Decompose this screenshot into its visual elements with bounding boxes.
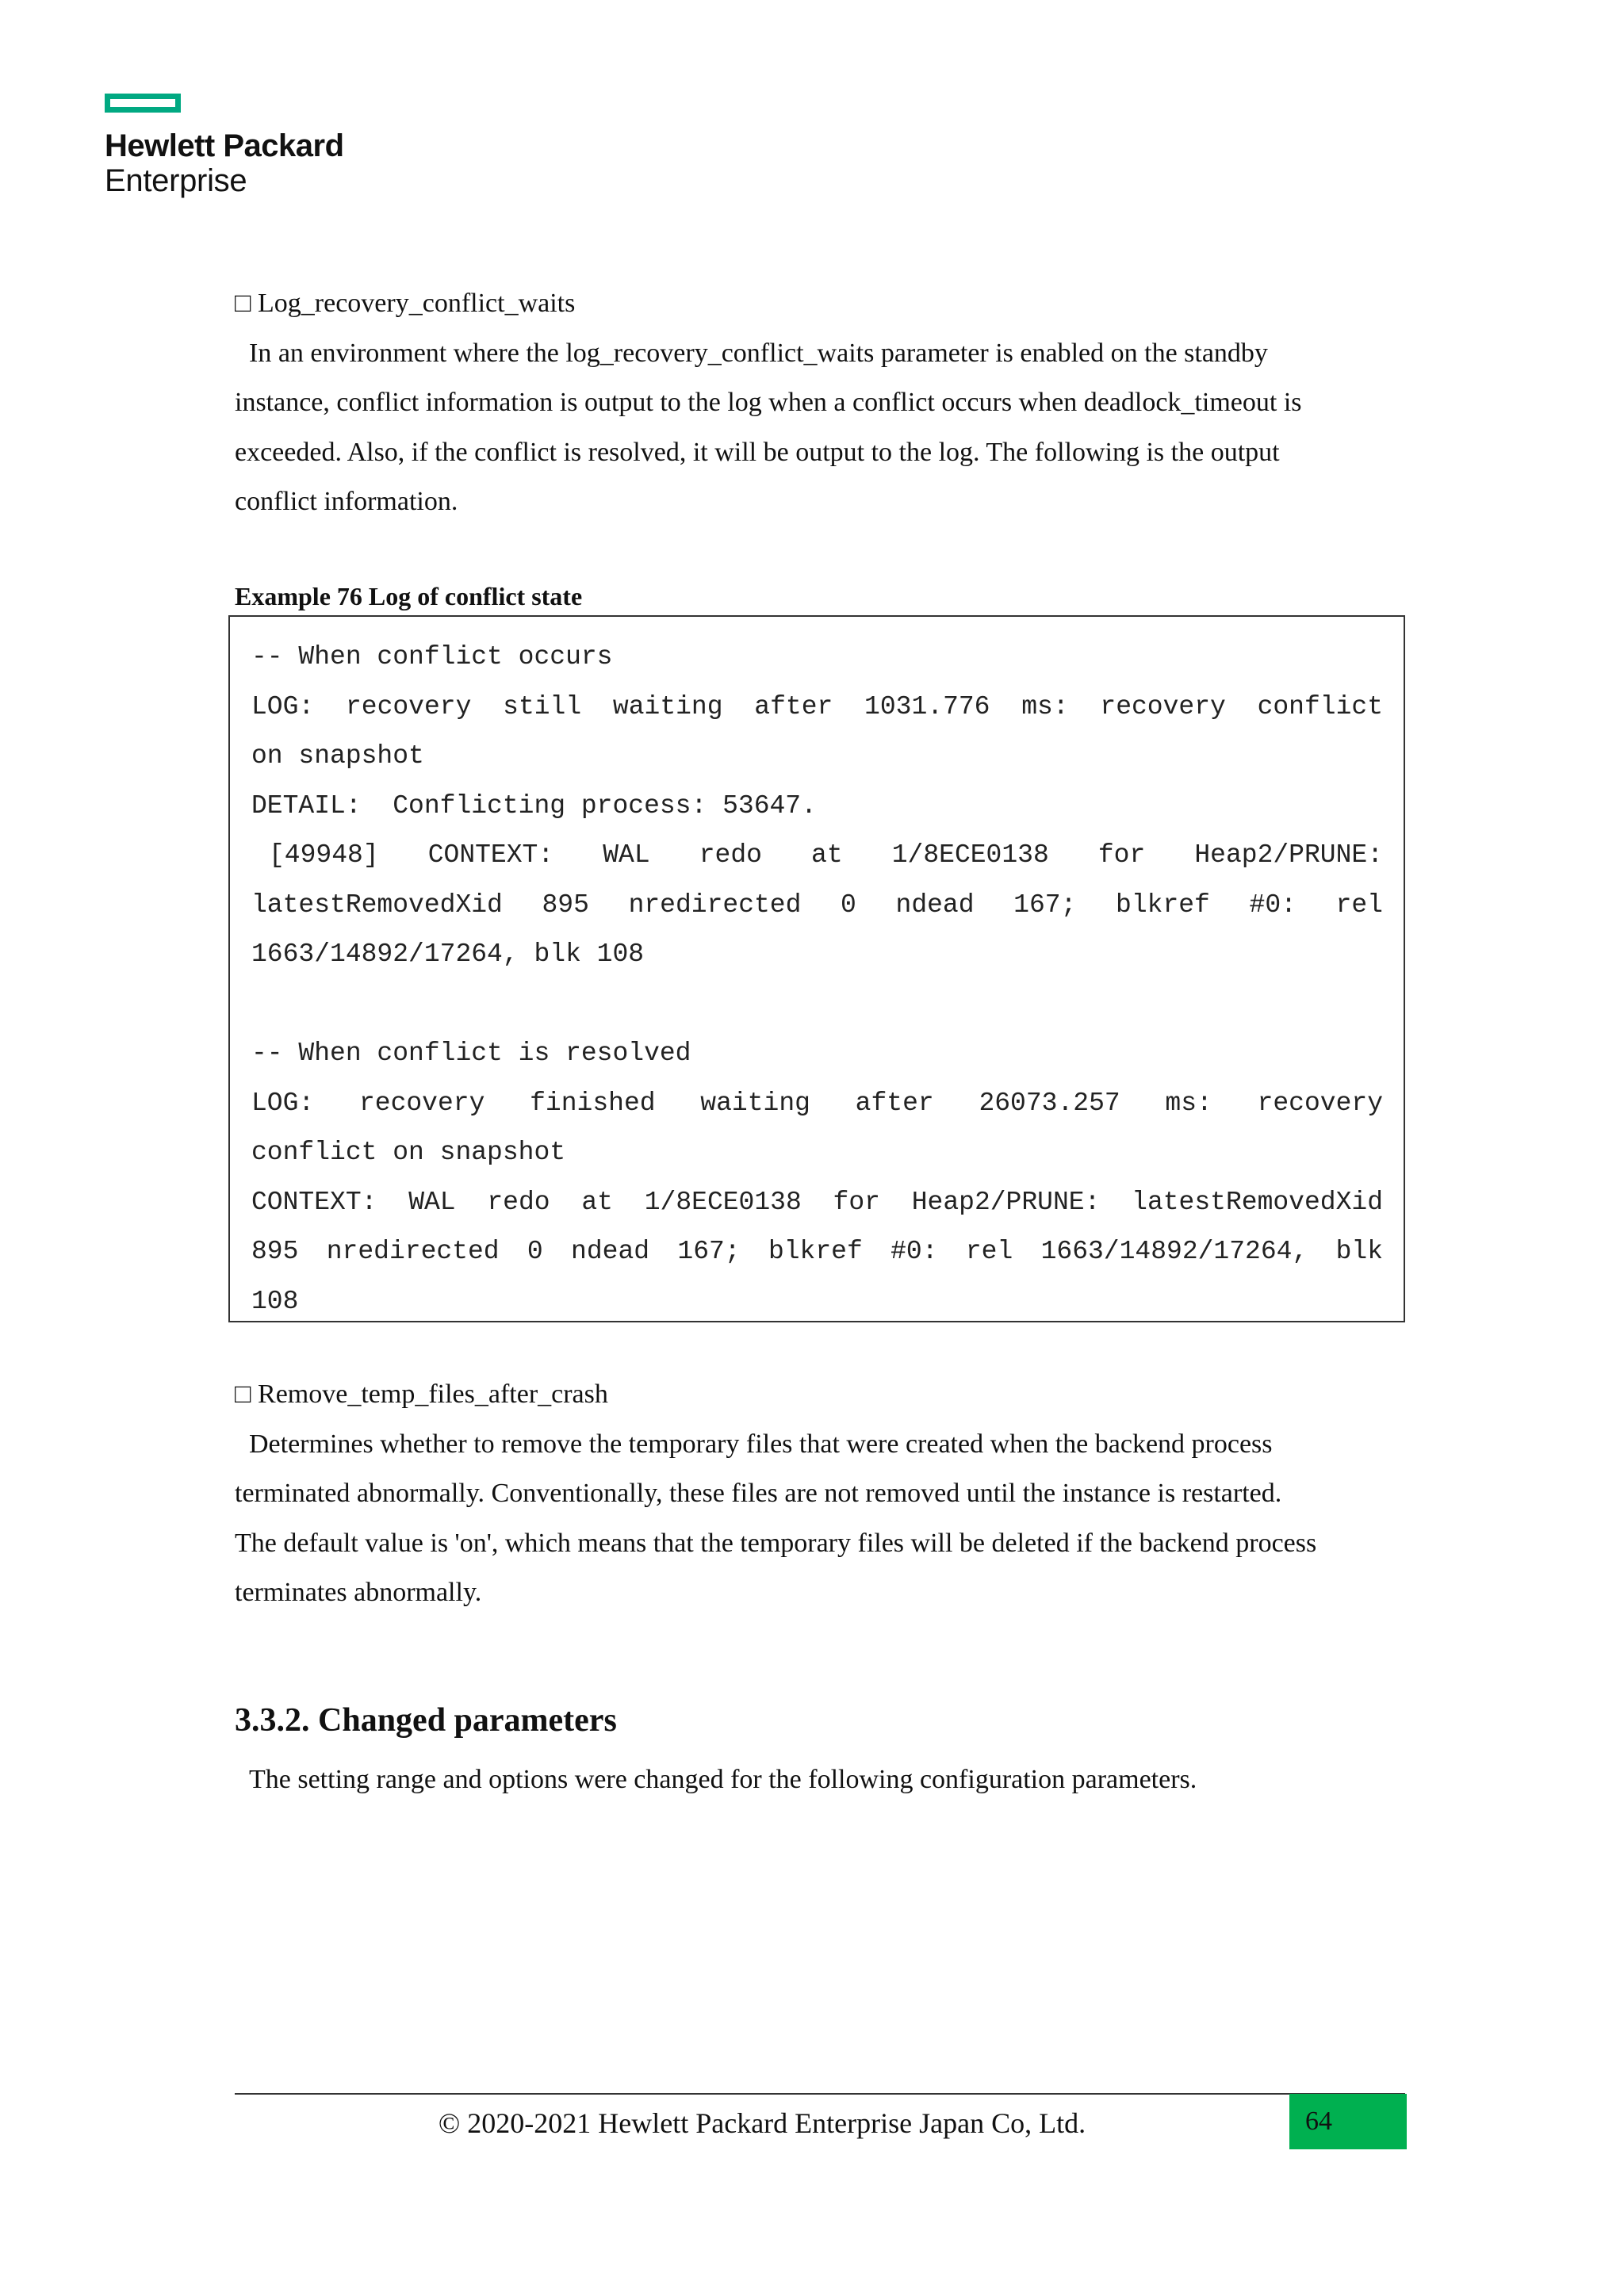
code-line: LOG: recovery finished waiting after 26073.257 ms: recovery [251, 1088, 1383, 1118]
logo-text-line1: Hewlett Packard [105, 128, 344, 163]
code-line: [49948] CONTEXT: WAL redo at 1/8ECE0138 for Heap2/PRUNE: [269, 840, 1383, 870]
code-line: -- When conflict occurs [251, 642, 613, 672]
code-line: -- When conflict is resolved [251, 1039, 691, 1068]
code-line: 1663/14892/17264, blk 108 [251, 939, 645, 969]
paragraph-line: Determines whether to remove the temporary files that were created when the backend process [249, 1429, 1273, 1459]
paragraph-line: The setting range and options were changed for the following configuration parameters. [249, 1765, 1197, 1794]
paragraph-line: exceeded. Also, if the conflict is resolved, it will be output to the log. The following is the output [235, 437, 1280, 467]
paragraph-line: In an environment where the log_recovery_conflict_waits parameter is enabled on the standby [249, 338, 1268, 368]
code-line-blank [251, 980, 1383, 1030]
footer-divider [235, 2093, 1405, 2095]
paragraph-line: conflict information. [235, 487, 458, 516]
example-caption: Example 76 Log of conflict state [235, 582, 583, 610]
company-logo [105, 94, 344, 198]
code-line: 108 [251, 1286, 299, 1316]
section-changed-parameters-body [235, 1755, 1402, 1805]
paragraph-line: instance, conflict information is output to the log when a conflict occurs when deadlock_timeout is [235, 388, 1302, 417]
paragraph-line: The default value is 'on', which means that the temporary files will be deleted if the backend process [235, 1528, 1317, 1558]
code-line: 895 nredirected 0 ndead 167; blkref #0: rel 1663/14892/17264, blk [251, 1237, 1383, 1266]
code-line: DETAIL: Conflicting process: 53647. [251, 790, 817, 821]
code-block [228, 615, 1405, 1322]
footer-copyright: © 2020-2021 Hewlett Packard Enterprise Japan Co, Ltd. [438, 2107, 1086, 2139]
code-line: conflict on snapshot [251, 1138, 566, 1167]
paragraph-line: terminates abnormally. [235, 1578, 482, 1607]
paragraph-line: terminated abnormally. Conventionally, these files are not removed until the instance is restarted. [235, 1479, 1282, 1508]
page-number-badge: 64 [1289, 2094, 1407, 2149]
code-line: CONTEXT: WAL redo at 1/8ECE0138 for Heap2/PRUNE: latestRemovedXid [251, 1187, 1383, 1217]
parameter-heading: □ Log_recovery_conflict_waits [235, 289, 576, 318]
code-line: LOG: recovery still waiting after 1031.776 ms: recovery conflict [251, 691, 1383, 721]
section-log-recovery-conflict-waits [235, 279, 1402, 527]
logo-rectangle-icon [105, 94, 181, 113]
code-line: latestRemovedXid 895 nredirected 0 ndead 167; blkref #0: rel [251, 890, 1383, 920]
code-line: on snapshot [251, 741, 424, 771]
logo-text-line2: Enterprise [105, 163, 247, 198]
section-remove-temp-files-after-crash [235, 1370, 1402, 1618]
section-heading: 3.3.2. Changed parameters [235, 1702, 617, 1739]
parameter-heading: □ Remove_temp_files_after_crash [235, 1380, 608, 1409]
